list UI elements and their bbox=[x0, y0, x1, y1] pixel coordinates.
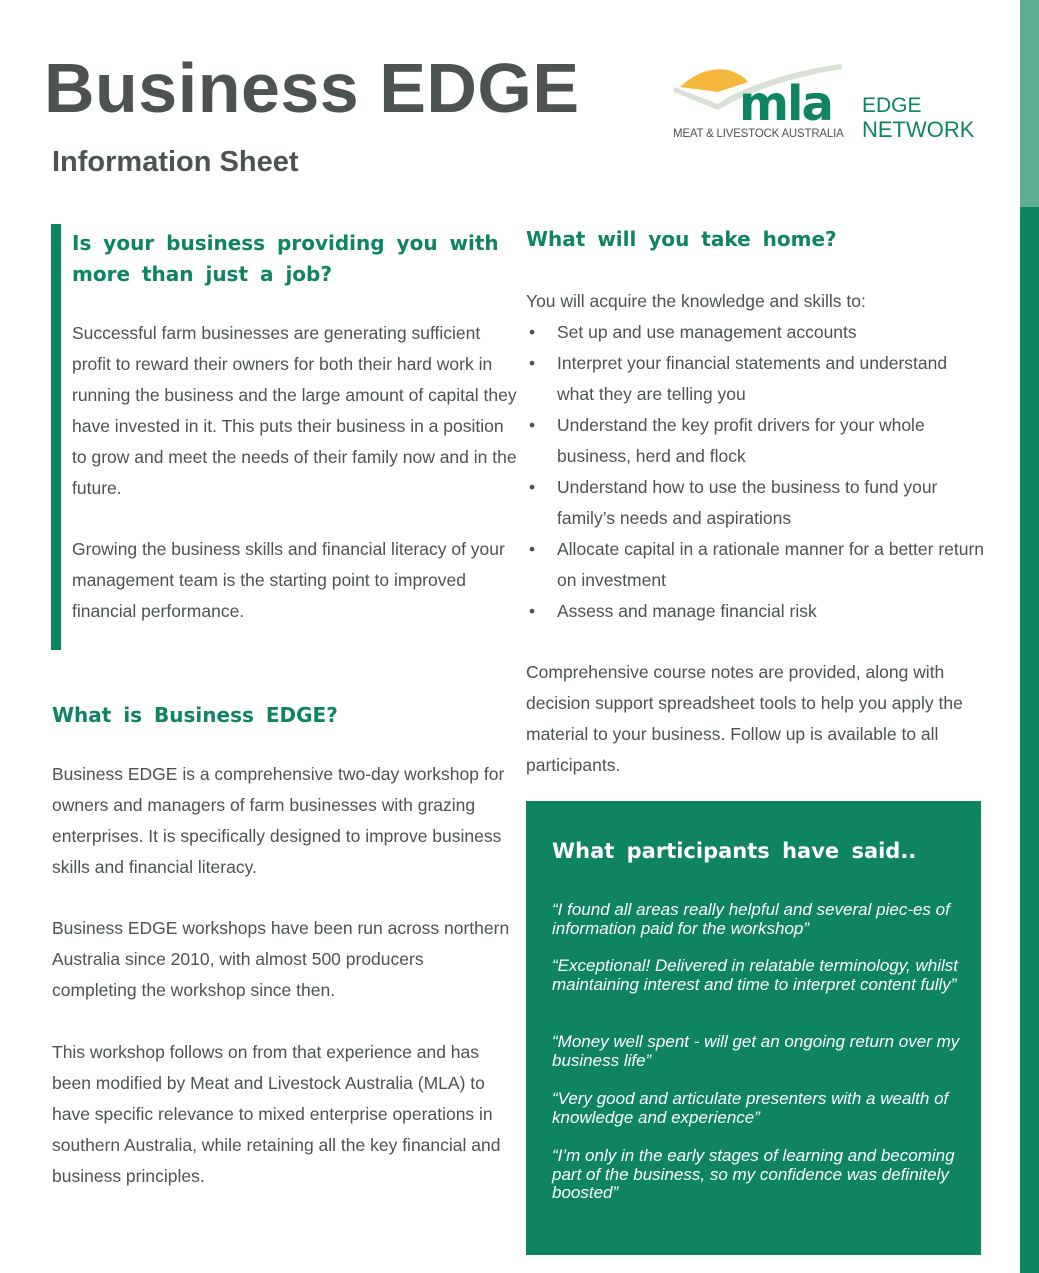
take-home-heading: What will you take home? bbox=[526, 227, 837, 251]
what-is-paragraph: This workshop follows on from that experience and has been modified by Meat and Livestock Australia (MLA) to have specific relevance to mixed enterprise operations in southern Australia, while retaining all the key financial and business principles. bbox=[52, 1042, 501, 1186]
list-item bbox=[526, 410, 986, 472]
list-item-text: Interpret your financial statements and understand what they are telling you bbox=[557, 353, 948, 404]
intro-paragraph: Growing the business skills and financial literacy of your management team is the starting point to improved financial performance. bbox=[72, 539, 505, 621]
testimonials-heading: What participants have said.. bbox=[552, 839, 917, 863]
what-is-paragraph: Business EDGE is a comprehensive two-day workshop for owners and managers of farm businesses with grazing enterprises. It is specifically designed to improve business skills and financial literacy. bbox=[52, 764, 505, 877]
page-title: Business EDGE bbox=[44, 49, 580, 127]
bullet-icon: • bbox=[529, 477, 536, 497]
intro-paragraph: Successful farm businesses are generating sufficient profit to reward their owners for both their hard work in running the business and the large amount of capital they have invested in it. This puts their business in a position to grow and meet the needs of their family now and in the future. bbox=[72, 323, 517, 498]
intro-heading: Is your business providing you with more than just a job? bbox=[72, 231, 499, 286]
bullet-icon: • bbox=[529, 353, 536, 373]
list-item bbox=[526, 472, 986, 534]
side-accent-bar-light bbox=[1020, 0, 1039, 207]
bullet-icon: • bbox=[529, 322, 536, 342]
list-item-text: Allocate capital in a rationale manner for a better return on investment bbox=[557, 539, 985, 590]
logo-program-line2: NETWORK bbox=[862, 117, 975, 142]
bullet-icon: • bbox=[529, 539, 536, 559]
intro-section bbox=[51, 224, 517, 650]
take-home-intro: You will acquire the knowledge and skills to: bbox=[526, 291, 866, 311]
testimonial-quote: “I’m only in the early stages of learning and becoming part of the business, so my confidence was definitely boosted” bbox=[552, 1146, 955, 1202]
logo-org-name: MEAT & LIVESTOCK AUSTRALIA bbox=[673, 128, 844, 140]
list-item bbox=[526, 348, 986, 410]
side-accent-bar-dark bbox=[1020, 207, 1039, 1273]
page-subtitle: Information Sheet bbox=[52, 146, 299, 178]
testimonial-quote: “I found all areas really helpful and several piec-es of information paid for the workshop” bbox=[552, 900, 950, 938]
take-home-list bbox=[526, 317, 986, 627]
what-is-paragraph: Business EDGE workshops have been run across northern Australia since 2010, with almost 500 producers completing the workshop since then. bbox=[52, 918, 510, 1000]
list-item bbox=[526, 317, 986, 348]
bullet-icon: • bbox=[529, 601, 536, 621]
bullet-icon: • bbox=[529, 415, 536, 435]
testimonials-box bbox=[526, 801, 981, 1255]
testimonial-quote: “Exceptional! Delivered in relatable terminology, whilst maintaining interest and time to interpret content fully” bbox=[552, 956, 958, 994]
testimonial-quote: “Money well spent - will get an ongoing return over my business life” bbox=[552, 1032, 960, 1070]
list-item bbox=[526, 596, 986, 627]
list-item-text: Understand the key profit drivers for your whole business, herd and flock bbox=[557, 415, 925, 466]
logo-wordmark: mla bbox=[739, 76, 832, 132]
list-item-text: Set up and use management accounts bbox=[557, 322, 857, 342]
logo-program-line1: EDGE bbox=[862, 94, 922, 117]
what-is-heading: What is Business EDGE? bbox=[52, 703, 338, 727]
list-item-text: Assess and manage financial risk bbox=[557, 601, 817, 621]
list-item-text: Understand how to use the business to fund your family’s needs and aspirations bbox=[557, 477, 938, 528]
take-home-closing: Comprehensive course notes are provided, along with decision support spreadsheet tools to help you apply the material to your business. Follow up is available to all participants. bbox=[526, 662, 963, 775]
list-item bbox=[526, 534, 986, 596]
testimonial-quote: “Very good and articulate presenters with a wealth of knowledge and experience” bbox=[552, 1089, 949, 1127]
mla-edge-network-logo bbox=[670, 60, 990, 150]
